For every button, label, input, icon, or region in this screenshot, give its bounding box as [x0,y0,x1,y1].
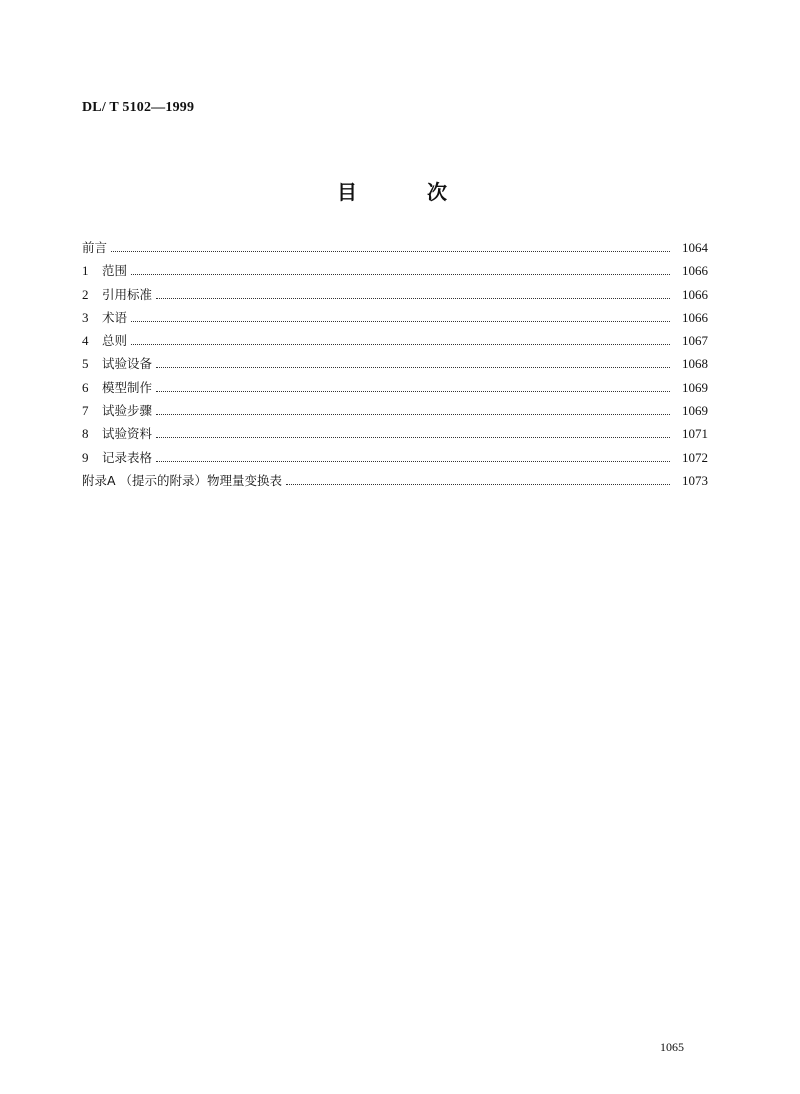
page-number: 1065 [660,1040,684,1054]
toc-entry-page: 1073 [682,472,708,488]
toc-entry-title: 范围 [102,263,128,279]
toc-entry-page: 1069 [682,403,708,419]
toc-entry-page: 1072 [682,449,708,465]
toc-entry-title: 附录A （提示的附录）物理量变换表 [82,472,283,488]
toc-entry-number: 5 [82,356,89,372]
toc-entry-page: 1069 [682,379,708,395]
toc-entry-title: 前言 [82,240,108,255]
toc-entry-page: 1067 [682,333,708,349]
toc-entry[interactable] [82,376,708,399]
toc-entry-page: 1066 [682,309,708,325]
toc-entry-title: 记录表格 [102,449,153,465]
toc-entry[interactable] [82,283,708,306]
toc-entry[interactable] [82,399,708,422]
dot-leader [131,273,670,275]
toc-entry-page: 1068 [682,356,708,372]
dot-leader [156,297,670,299]
toc-entry-number: 6 [82,379,89,395]
dot-leader [156,413,670,415]
toc-entry-page: 1066 [682,263,708,279]
toc-entry-number: 7 [82,403,89,419]
dot-leader [156,366,670,368]
toc-entry-title: 引用标准 [102,286,153,302]
toc-entry-page: 1071 [682,426,708,442]
toc-entry-title: 试验设备 [102,356,153,372]
dot-leader [156,390,670,392]
toc-entry[interactable] [82,352,708,375]
toc-entry[interactable] [82,236,708,259]
toc-entry-title: 试验步骤 [102,403,153,419]
toc-entry-page: 1066 [682,286,708,302]
toc-entry-title: 总则 [102,333,128,349]
toc-entry-title: 试验资料 [102,426,153,442]
toc-entry-number: 1 [82,263,89,279]
dot-leader [131,343,670,345]
toc-entry-number: 2 [82,286,89,302]
toc-entry[interactable] [82,469,708,492]
dot-leader [156,436,670,438]
toc-entry[interactable] [82,329,708,352]
toc-entry-title: 术语 [102,309,128,325]
table-of-contents [82,236,708,492]
title-char-2: 次 [427,180,447,204]
toc-entry-page: 1064 [682,240,708,255]
toc-entry-title: 模型制作 [102,379,153,395]
dot-leader [131,320,670,322]
standard-code: DL/ T 5102—1999 [82,100,195,115]
page-title [0,176,800,206]
toc-entry[interactable] [82,446,708,469]
toc-entry-number: 3 [82,309,89,325]
title-char-1: 目 [337,180,357,204]
dot-leader [286,483,670,485]
dot-leader [156,460,670,462]
dot-leader [111,250,670,252]
toc-entry-number: 8 [82,426,89,442]
toc-entry[interactable] [82,259,708,282]
toc-entry[interactable] [82,306,708,329]
toc-entry[interactable] [82,422,708,445]
toc-entry-number: 9 [82,449,89,465]
toc-entry-number: 4 [82,333,89,349]
